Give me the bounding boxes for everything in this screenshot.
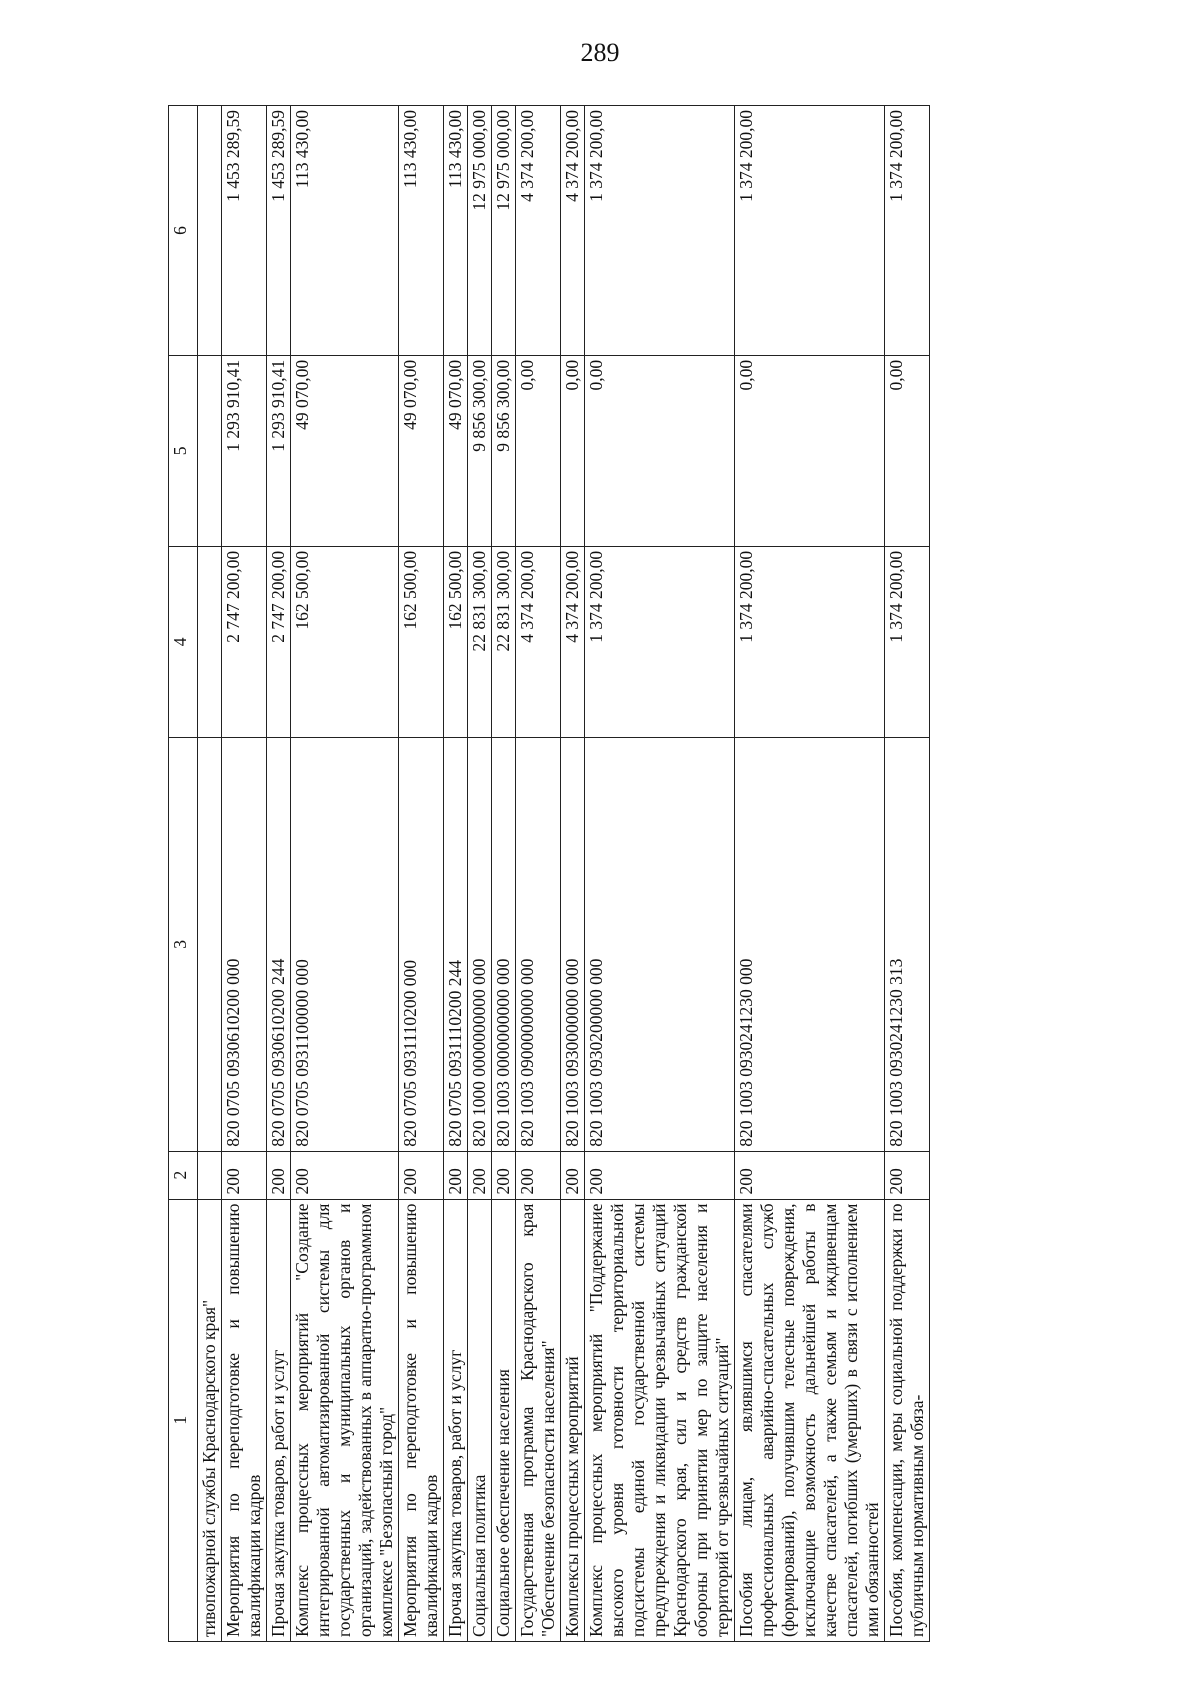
row-budget-code [198,737,222,1151]
row-col4-amount: 1 374 200,00 [585,546,735,737]
row-description: Социальное обеспечение населения [492,1199,516,1641]
row-col5-amount: 0,00 [885,355,930,546]
row-col6-amount: 1 453 289,59 [267,106,291,356]
row-col6-amount [198,106,222,356]
row-col4-amount: 4 374 200,00 [516,546,561,737]
row-col5-amount: 0,00 [561,355,585,546]
header-col-6: 6 [169,106,198,356]
row-budget-code: 820 1003 0900000000 000 [516,737,561,1151]
table-row [561,106,585,1642]
row-col4-amount: 162 500,00 [399,546,444,737]
row-budget-code: 820 0705 0931100000 000 [291,737,399,1151]
table-row [468,106,492,1642]
row-col5-amount: 0,00 [735,355,885,546]
row-col5-amount: 9 856 300,00 [468,355,492,546]
row-col5-amount: 9 856 300,00 [492,355,516,546]
row-col2-value: 200 [222,1151,267,1199]
row-description: Мероприятия по переподготовке и повышению квалификации кадров [222,1199,267,1641]
row-budget-code: 820 0705 0930610200 244 [267,737,291,1151]
row-col6-amount: 1 374 200,00 [885,106,930,356]
row-col6-amount: 4 374 200,00 [516,106,561,356]
row-col6-amount: 113 430,00 [399,106,444,356]
row-col6-amount: 4 374 200,00 [561,106,585,356]
header-col-3: 3 [169,737,198,1151]
row-budget-code: 820 0705 0931110200 244 [444,737,468,1151]
table-row [585,106,735,1642]
header-col-5: 5 [169,355,198,546]
row-description: Комплексы процессных мероприятий [561,1199,585,1641]
row-description: Пособия лицам, являвшимся спасателями профессиональных аварийно-спасательных служб (формирований), получившим телесные повреждения, исключающие возможность дальнейшей работы в качестве спасателей, а также семьям и иждивенцам спасателей, погибших (умерших) в связи с исполнением ими обязанностей [735,1199,885,1641]
row-budget-code: 820 1003 0930000000 000 [561,737,585,1151]
row-budget-code: 820 1003 0930241230 000 [735,737,885,1151]
table-row [399,106,444,1642]
row-budget-code: 820 1003 0000000000 000 [492,737,516,1151]
row-col5-amount: 49 070,00 [291,355,399,546]
row-col4-amount: 162 500,00 [291,546,399,737]
row-col2-value: 200 [561,1151,585,1199]
row-col4-amount: 22 831 300,00 [468,546,492,737]
row-col4-amount [198,546,222,737]
table-row [516,106,561,1642]
row-col2-value: 200 [444,1151,468,1199]
row-col5-amount: 49 070,00 [444,355,468,546]
row-col5-amount: 1 293 910,41 [267,355,291,546]
row-col6-amount: 113 430,00 [444,106,468,356]
row-col2-value: 200 [885,1151,930,1199]
row-description: Комплекс процессных мероприятий "Поддержание высокого уровня готовности территориальной подсистемы единой государственной системы предупреждения и ликвидации чрезвычайных ситуаций Краснодарского края, сил и средств гражданской обороны при принятии мер по защите населения и территорий от чрезвычайных ситуаций" [585,1199,735,1641]
row-col2-value: 200 [516,1151,561,1199]
row-col2-value [198,1151,222,1199]
row-budget-code: 820 1000 0000000000 000 [468,737,492,1151]
header-col-1: 1 [169,1199,198,1641]
row-budget-code: 820 1003 0930241230 313 [885,737,930,1151]
row-description: Мероприятия по переподготовке и повышению квалификации кадров [399,1199,444,1641]
table-row [492,106,516,1642]
table-row [222,106,267,1642]
row-col4-amount: 162 500,00 [444,546,468,737]
header-row [169,106,198,1642]
row-col2-value: 200 [468,1151,492,1199]
row-col6-amount: 1 453 289,59 [222,106,267,356]
row-col4-amount: 2 747 200,00 [267,546,291,737]
row-col6-amount: 12 975 000,00 [468,106,492,356]
page-number: 289 [580,38,620,67]
row-col4-amount: 1 374 200,00 [885,546,930,737]
table-row [735,106,885,1642]
table-row [291,106,399,1642]
budget-table [168,105,930,1642]
table-row [198,106,222,1642]
row-description: Пособия, компенсации, меры социальной поддержки по публичным нормативным обяза- [885,1199,930,1641]
row-col2-value: 200 [735,1151,885,1199]
row-col2-value: 200 [291,1151,399,1199]
row-col4-amount: 2 747 200,00 [222,546,267,737]
row-col4-amount: 22 831 300,00 [492,546,516,737]
row-col6-amount: 113 430,00 [291,106,399,356]
row-description: Прочая закупка товаров, работ и услуг [444,1199,468,1641]
row-col2-value: 200 [585,1151,735,1199]
row-description: Прочая закупка товаров, работ и услуг [267,1199,291,1641]
row-col6-amount: 1 374 200,00 [735,106,885,356]
row-col2-value: 200 [492,1151,516,1199]
row-col4-amount: 4 374 200,00 [561,546,585,737]
budget-table-rotated [168,105,1133,1642]
row-col4-amount: 1 374 200,00 [735,546,885,737]
row-col5-amount: 0,00 [516,355,561,546]
header-col-2: 2 [169,1151,198,1199]
row-col5-amount: 1 293 910,41 [222,355,267,546]
row-description: Социальная политика [468,1199,492,1641]
row-col6-amount: 12 975 000,00 [492,106,516,356]
row-description: Комплекс процессных мероприятий "Создание интегрированной автоматизированной системы для государственных и муниципальных органов и организаций, задействованных в аппаратно-программном комплексе "Безопасный город" [291,1199,399,1641]
table-row [885,106,930,1642]
table-row [444,106,468,1642]
row-col2-value: 200 [399,1151,444,1199]
row-col5-amount: 0,00 [585,355,735,546]
row-col2-value: 200 [267,1151,291,1199]
header-col-4: 4 [169,546,198,737]
row-budget-code: 820 1003 0930200000 000 [585,737,735,1151]
table-body [198,106,930,1642]
row-budget-code: 820 0705 0930610200 000 [222,737,267,1151]
row-col6-amount: 1 374 200,00 [585,106,735,356]
row-description: Государственная программа Краснодарского края "Обеспечение безопасности населения" [516,1199,561,1641]
row-budget-code: 820 0705 0931110200 000 [399,737,444,1151]
row-description: тивопожарной службы Краснодарского края" [198,1199,222,1641]
row-col5-amount [198,355,222,546]
table-row [267,106,291,1642]
row-col5-amount: 49 070,00 [399,355,444,546]
